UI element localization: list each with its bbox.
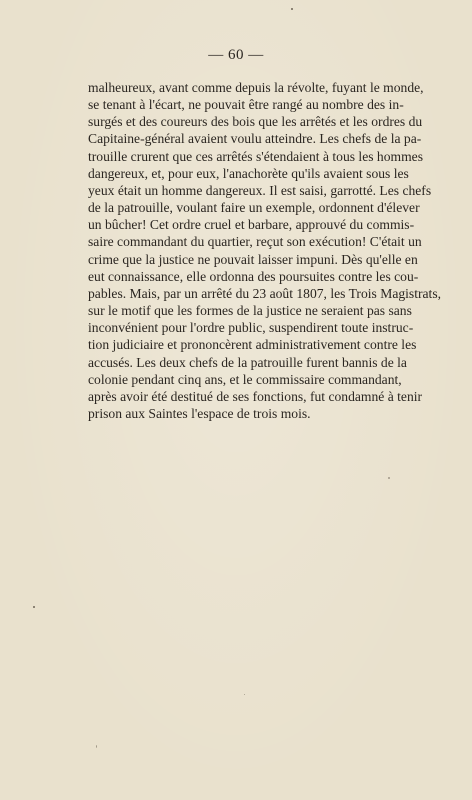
text-line: inconvénient pour l'ordre public, suspendirent toute instruc- (88, 320, 414, 336)
paper-speck (33, 606, 35, 608)
page-number: — 60 — (208, 47, 264, 63)
text-line: surgés et des coureurs des bois que les arrêtés et les ordres du (88, 114, 423, 130)
paper-speck (244, 694, 245, 695)
text-line: prison aux Saintes l'espace de trois mois. (88, 405, 311, 421)
paper-speck (96, 745, 97, 748)
text-line: crime que la justice ne pouvait laisser impuni. Dès qu'elle en (88, 251, 418, 267)
text-line: accusés. Les deux chefs de la patrouille furent bannis de la (88, 354, 407, 370)
text-line: se tenant à l'écart, ne pouvait être rangé au nombre des in- (88, 97, 404, 113)
text-line: dangereux, et, pour eux, l'anachorète qu'ils avaient sous les (88, 165, 409, 181)
text-line: de la patrouille, voulant faire un exemple, ordonnent d'élever (88, 200, 420, 216)
text-line: eut connaissance, elle ordonna des poursuites contre les cou- (88, 268, 419, 284)
text-line: tion judiciaire et prononcèrent administrativement contre les (88, 337, 417, 353)
text-line: après avoir été destitué de ses fonctions, fut condamné à tenir (88, 388, 423, 404)
text-line: sur le motif que les formes de la justice ne seraient pas sans (88, 303, 412, 319)
text-line: malheureux, avant comme depuis la révolte, fuyant le monde, (88, 80, 424, 95)
text-line: colonie pendant cinq ans, et le commissaire commandant, (88, 371, 402, 387)
text-line: pables. Mais, par un arrêté du 23 août 1807, les Trois Magistrats, (88, 285, 442, 301)
text-line: saire commandant du quartier, reçut son exécution! C'était un (88, 234, 422, 250)
text-line: Capitaine-général avaient voulu atteindre. Les chefs de la pa- (88, 131, 422, 147)
body-paragraph (88, 79, 442, 422)
paper-speck (388, 477, 390, 479)
paper-speck (291, 8, 293, 10)
text-line: un bûcher! Cet ordre cruel et barbare, approuvé du commis- (88, 217, 415, 233)
text-line: yeux était un homme dangereux. Il est saisi, garrotté. Les chefs (88, 182, 432, 198)
text-line: trouille crurent que ces arrêtés s'étendaient à tous les hommes (88, 148, 423, 164)
